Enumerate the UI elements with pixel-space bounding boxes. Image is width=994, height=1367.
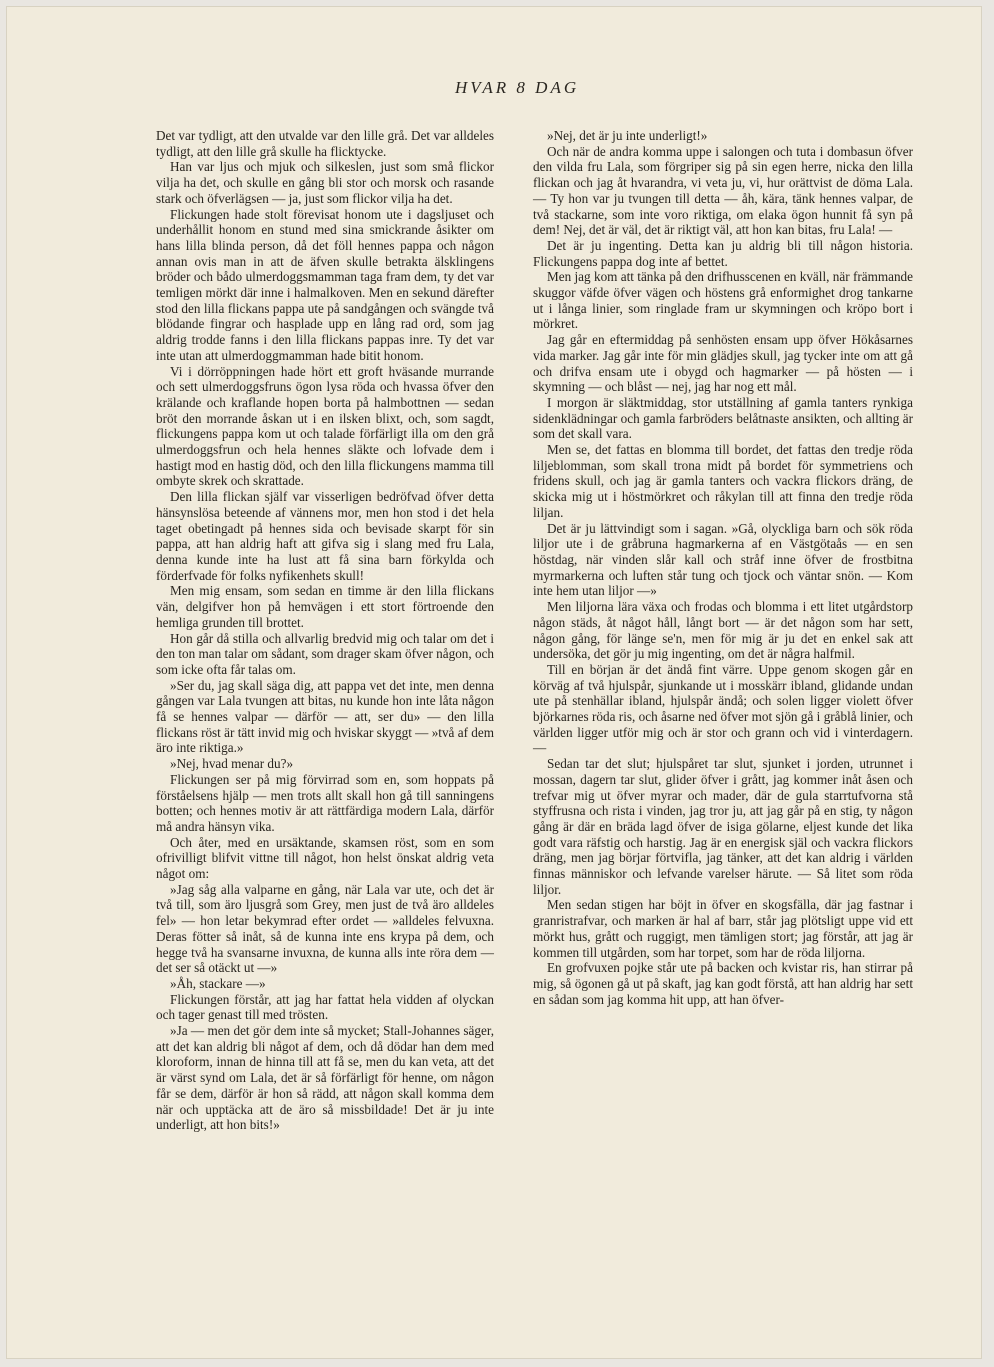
paragraph: »Nej, det är ju inte underligt!» [547, 128, 708, 143]
left-column [156, 128, 494, 1133]
paragraph: »Ser du, jag skall säga dig, att pappa vet det inte, men denna gången var Lala tvungen att bitas, nu kunde hon inte låta någon få se hennes valpar — därför — att, ser du» — den lilla flickans röst är tätt invid mig och hviskar skyggt — »två af dem äro inte riktiga.» [156, 677, 494, 756]
paragraph: Till en början är det ändå fint värre. Uppe genom skogen går en körväg af två hjulspår, sjunkande ut i mosskärr ibland, glidande undan ute på stenhällar ibland, hjulspår ändå; och solen ligger violett öfver björkarnes röda ris, och åsarne ned öfver mot sjön gå i gråblå linier, och världen ligger utför mig och är stor och grann och vid i vinterdagern. — [533, 661, 913, 756]
paragraph: Vi i dörröppningen hade hört ett groft hväsande murrande och sett ulmerdoggsfruns ögon lysa röda och hvassa öfver den krälande och kraflande hopen borta på halmbottnen — sedan bröt den morrande åskan ut i en ilsken blixt, och, som sagdt, flickungens pappa kom ut och talade förfärligt illa om den grå ulmerdoggsfrun och hela hennes släkte och lofvade dem i hastigt mod en hastig död, och den lilla flickungens mamma till ombyte skrek och skrattade. [156, 363, 494, 489]
paragraph: Flickungen hade stolt förevisat honom ute i dagsljuset och underhållit honom en stund med sina smickrande åsikter om hans lilla blinda person, då det föll hennes pappa och någon annan ovis man in att de äfven skulle betrakta älsklingens bröder och bådo ulmerdoggsmamman taga fram dem, ty det var temligen mörkt där inne i halmalkoven. Men en sekund därefter stod den lilla flickans pappa ute på sandgången och svängde två blödande fingrar och hasplade upp en lång rad ord, som jag aldrig trodde fanns i den lilla flickans pappas inre. Ty det var inte utan att ulmerdoggmamman hade bitit honom. [156, 206, 494, 363]
paragraph: »Jag såg alla valparne en gång, när Lala var ute, och det är två till, som äro ljusgrå som Grey, men just de två äro alldeles fel» — hon letar bekymrad efter ordet — »alldeles felvuxna. Deras fötter så inåt, så de kunna inte ens krypa på dem, och hegge två ha svansarne invuxna, de kunna alls inte röra dem — det ser så otäckt ut —» [156, 881, 494, 976]
paragraph: Hon går då stilla och allvarlig bredvid mig och talar om det i den ton man talar om sådant, som drager skam öfver någon, och som icke ofta får talas om. [156, 630, 495, 677]
paragraph: »Ja — men det gör dem inte så mycket; Stall-Johannes säger, att det kan aldrig bli något af dem, och då dödar han dem med kloroform, innan de hinna till att få se, men du kan veta, att det är värst synd om Lala, det är så förfärligt för henne, om någon får se dem, därför är hon så rädd, att någon skall komma dem när och upptäcka att de äro så missbildade! Det är ju inte underligt, att hon bits!» [156, 1023, 494, 1133]
paragraph: I morgon är släktmiddag, stor utställning af gamla tanters rynkiga sidenklädningar och gamla farbröders belåtnaste ansikten, och allting är som det skall vara. [533, 394, 913, 442]
paragraph: En grofvuxen pojke står ute på backen och kvistar ris, han stirrar på mig, så ögonen gå ut på skaft, jag kan godt förstå, att han aldrig har sett en sådan som jag komma hit upp, att han öfver- [533, 960, 913, 1007]
paragraph: Flickungen förstår, att jag har fattat hela vidden af olyckan och tager genast till med trösten. [156, 991, 494, 1023]
paragraph: Men se, det fattas en blomma till bordet, det fattas den tredje röda liljeblomman, som skall trona midt på bordet för symmetriens och fridens skull, och jag är gamla tanters och vackra flickors dräng, de skicka mig ut i höstmörkret och råkylan till att finna den tredje röda liljan. [533, 442, 913, 520]
paragraph: Men sedan stigen har böjt in öfver en skogsfälla, där jag fastnar i granristrafvar, och marken är hal af barr, står jag plötsligt uppe vid ett mörkt hus, grått och ruggigt, men tämligen stort; jag förstår, att jag är kommen till utgården, som har torpet, som har de röda liljorna. [533, 897, 913, 960]
running-header: HVAR 8 DAG [455, 78, 580, 97]
right-column [533, 128, 913, 1007]
paragraph: Men jag kom att tänka på den drifhusscenen en kväll, när främmande skuggor väfde öfver vägen och höstens grå enformighet drog tankarne ut i långa linier, som ringlade fram ur skymningen och kröpo bort i mörkret. [533, 269, 913, 332]
paragraph: Men mig ensam, som sedan en timme är den lilla flickans vän, delgifver hon på hemvägen i ett stort förtroende den hemliga grunden till brottet. [156, 583, 494, 630]
paragraph: Och när de andra komma uppe i salongen och tuta i dombasun öfver den vilda fru Lala, som förgriper sig på sin egen herre, nicka den lilla flickan och jag åt hvarandra, vi veta ju, vi, hur orättvist de döma Lala. — Ty hon var ju tvungen till detta — åh, kära, tänk hennes valpar, de två stackarne, som inte voro riktiga, om elaka ögon hunnit få syn på dem! Nej, det är väl, det är riktigt väl, att hon kan bitas, fru Lala! — [533, 143, 913, 238]
paragraph: Han var ljus och mjuk och silkeslen, just som små flickor vilja ha det, och skulle en gång bli stor och morsk och rasande stark och öfverlägsen — ja, just som flickor vilja ha det. [156, 159, 494, 206]
paragraph: Och åter, med en ursäktande, skamsen röst, som en som ofrivilligt blifvit vittne till något, hon helst önskat aldrig veta något om: [156, 834, 494, 882]
paragraph: Det är ju ingenting. Detta kan ju aldrig bli till någon historia. Flickungens pappa dog inte af bettet. [533, 237, 913, 269]
paragraph: »Nej, hvad menar du?» [170, 756, 294, 772]
paragraph: Sedan tar det slut; hjulspåret tar slut, sjunket i jorden, utrunnet i mossan, dagern tar slut, glider öfver i grått, jag kommer inåt åsen och trefvar mig ut öfver myrar och mader, där de gula starrtufvorna stå styffrusna och rista i vinden, jag tror ju, att jag går på en stig, ty någon gång är där en bräda lagd öfver de isiga gölarne, eljest kunde det lika godt vara räfstig och harstig. Jag är en energisk själ och vackra flickors dräng, men jag börjar förtvifla, jag tänker, att det kan aldrig i världen finnas människor och lefvande varelser härute. — Så litet som röda liljor. [533, 756, 913, 897]
paragraph: Det var tydligt, att den utvalde var den lille grå. Det var alldeles tydligt, att den lille grå skulle ha flicktycke. [156, 128, 494, 159]
paragraph: Den lilla flickan själf var visserligen bedröfvad öfver detta hänsynslösa beteende af vännens mor, men hon stod i det hela taget obetingadt på hennes sida och bevisade skarpt för sin pappa, att han aldrig haft att gifva sig i slang med fru Lala, denna kunde inte ha lust att få sina barn förkylda och förderfvade för folks nyfikenhets skull! [156, 489, 494, 583]
magazine-page [6, 6, 982, 1359]
paragraph: Men liljorna lära växa och frodas och blomma i ett litet utgårdstorp någon städs, åt något håll, långt bort — är det någon som har sett, någon gång, för länge se'n, men för mig är ju det en enkel sak att undersöka, det gör ju mig ingenting, om det är några halfmil. [533, 599, 913, 662]
paragraph: Det är ju lättvindigt som i sagan. »Gå, olyckliga barn och sök röda liljor ute i de gråbruna hagmarkerna af en Västgötaås — en sen höstdag, när vinden slår kall och stråf inne öfver de frostbitna myrmarkerna och luften står tung och tjock och väntar snön. — Kom inte hem utan liljor —» [533, 520, 913, 599]
paragraph: Flickungen ser på mig förvirrad som en, som hoppats på förståelsens hjälp — men trots allt skall hon gå till sanningens botten; och hennes motiv är att rättfärdiga modern Lala, därför må andra hänsyn vika. [156, 771, 494, 834]
paragraph: »Åh, stackare —» [170, 975, 266, 991]
paragraph: Jag går en eftermiddag på senhösten ensam upp öfver Hökåsarnes vida marker. Jag går inte för min glädjes skull, jag tycker inte om att gå och drifva ensam ute i obygd och hagmarker — på hösten — i skymning — och blåst — nej, jag har nog ett mål. [533, 332, 913, 395]
